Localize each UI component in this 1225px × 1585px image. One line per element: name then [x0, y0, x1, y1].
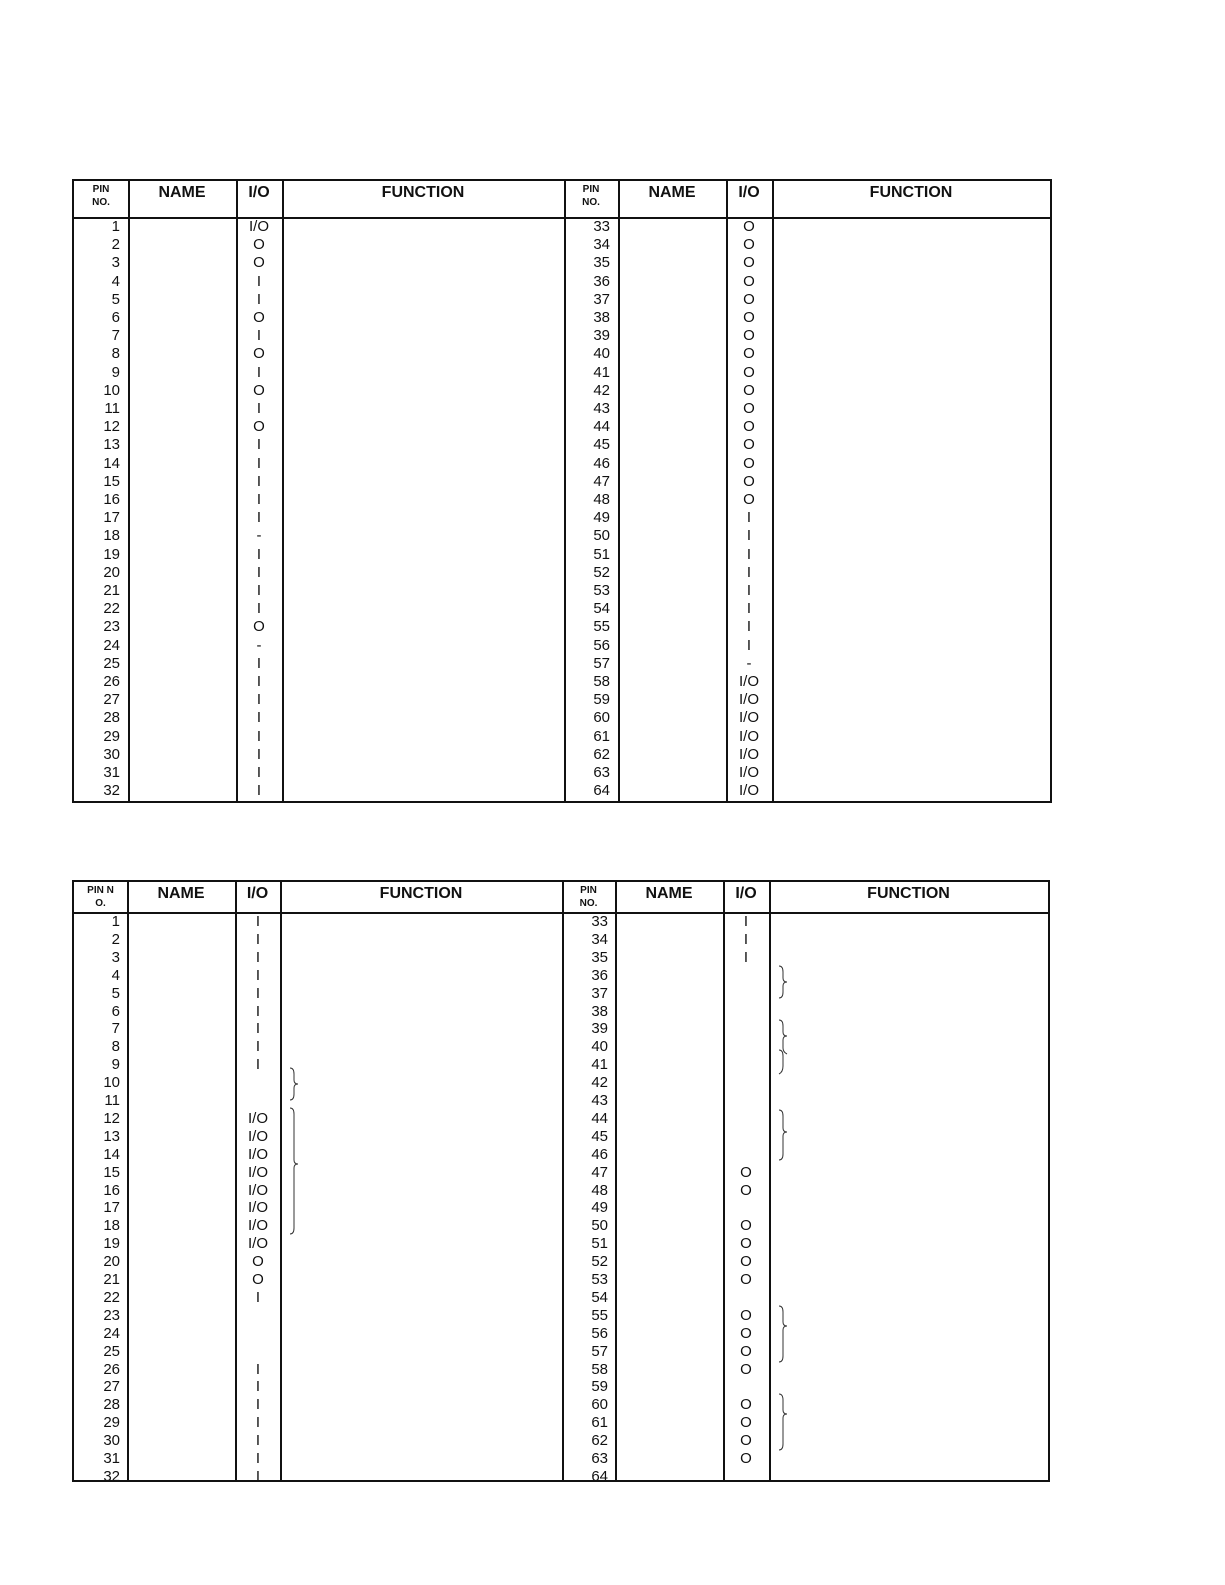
io-direction: I — [256, 491, 262, 508]
pin-number: 53 — [593, 582, 610, 599]
io-direction: I — [255, 1038, 261, 1056]
header-io: I/O — [738, 184, 760, 201]
io-direction: I — [255, 1414, 261, 1432]
table-row — [74, 309, 1050, 327]
io-direction: I/O — [738, 764, 759, 781]
table-row — [74, 655, 1050, 673]
pin-number: 2 — [111, 930, 120, 948]
io-direction: I — [746, 545, 752, 563]
io-direction: I — [743, 948, 749, 966]
io-direction: I — [255, 930, 261, 948]
pin-number: 3 — [111, 254, 120, 272]
io-direction: I/O — [738, 745, 759, 763]
pin-number: 11 — [104, 1092, 120, 1109]
io-direction: I — [256, 472, 262, 490]
table-row — [74, 364, 1050, 382]
pin-number: 59 — [593, 691, 610, 709]
pin-number: 60 — [591, 1396, 608, 1414]
io-direction: O — [740, 1414, 752, 1432]
pin-number: 45 — [591, 1127, 608, 1145]
io-direction: - — [746, 654, 752, 672]
pin-number: 30 — [103, 1432, 120, 1450]
table-row — [74, 618, 1050, 636]
brace-mark — [779, 1306, 787, 1362]
pin-number: 26 — [103, 673, 120, 690]
pin-number: 50 — [593, 527, 610, 545]
table-row — [74, 400, 1050, 418]
pin-number: 28 — [103, 709, 120, 727]
io-direction: I — [256, 727, 262, 745]
pin-number: 21 — [103, 1271, 120, 1288]
pin-number: 20 — [103, 1253, 120, 1271]
pin-number: 39 — [593, 327, 610, 345]
pin-number: 41 — [591, 1056, 608, 1074]
pin-number: 53 — [591, 1271, 608, 1288]
table-row — [74, 455, 1050, 473]
pin-number: 5 — [111, 984, 120, 1002]
header-pin-no: PIN NO. — [92, 184, 110, 208]
pin-number: 47 — [593, 472, 610, 490]
table-row — [74, 637, 1050, 655]
pin-number: 14 — [103, 454, 120, 472]
pin-number: 28 — [103, 1396, 120, 1414]
pin-number: 19 — [103, 1235, 120, 1253]
io-direction: I — [255, 1396, 261, 1414]
pin-number: 45 — [593, 436, 610, 454]
io-direction: I — [256, 654, 262, 672]
io-direction: O — [743, 418, 755, 436]
pin-number: 30 — [103, 745, 120, 763]
pin-number: 59 — [591, 1378, 608, 1396]
io-direction: I — [255, 1002, 261, 1020]
io-direction: I/O — [247, 1235, 268, 1253]
pin-number: 20 — [103, 563, 120, 581]
table-row — [74, 491, 1050, 509]
pin-number: 62 — [591, 1432, 608, 1450]
pin-number: 34 — [593, 236, 610, 254]
pin-number: 55 — [591, 1306, 608, 1324]
pin-number: 57 — [591, 1342, 608, 1360]
pin-number: 46 — [593, 454, 610, 472]
io-direction: I — [256, 509, 262, 527]
pin-number: 19 — [103, 545, 120, 563]
pin-number: 38 — [593, 309, 610, 326]
pin-number: 60 — [593, 709, 610, 727]
io-direction: I — [746, 600, 752, 618]
table-row — [74, 327, 1050, 345]
brace-mark — [779, 966, 787, 998]
brace-mark — [290, 1108, 298, 1234]
io-direction: O — [740, 1163, 752, 1181]
table-row — [74, 582, 1050, 600]
pin-number: 44 — [591, 1109, 608, 1127]
pin-number: 3 — [111, 948, 120, 966]
pin-number: 61 — [593, 727, 610, 745]
pin-number: 51 — [591, 1235, 608, 1253]
pin-number: 61 — [591, 1414, 608, 1432]
io-direction: I/O — [248, 218, 269, 235]
pin-number: 12 — [103, 418, 120, 436]
io-direction: I — [256, 745, 262, 763]
header-io: I/O — [248, 184, 270, 201]
io-direction: I — [746, 582, 752, 599]
io-direction: I — [255, 1467, 261, 1485]
io-direction: - — [256, 636, 262, 654]
io-direction: O — [743, 272, 755, 290]
pin-number: 8 — [111, 345, 120, 363]
io-direction: O — [740, 1235, 752, 1253]
io-direction: I — [256, 545, 262, 563]
pin-number: 42 — [591, 1074, 608, 1092]
pin-number: 52 — [591, 1253, 608, 1271]
pin-number: 54 — [591, 1288, 608, 1306]
io-direction: I — [746, 509, 752, 527]
pin-number: 49 — [591, 1199, 608, 1217]
io-direction: O — [743, 254, 755, 272]
header-function: FUNCTION — [867, 885, 950, 902]
pin-number: 31 — [103, 764, 120, 781]
io-direction: I/O — [738, 709, 759, 727]
pin-number: 32 — [103, 782, 120, 800]
pin-number: 13 — [103, 1127, 120, 1145]
pin-number: 9 — [111, 1056, 120, 1074]
pin-number: 13 — [103, 436, 120, 454]
pin-number: 46 — [591, 1145, 608, 1163]
io-direction: O — [740, 1432, 752, 1450]
io-direction: O — [740, 1450, 752, 1467]
pin-number: 49 — [593, 509, 610, 527]
io-direction: O — [740, 1360, 752, 1378]
pin-number: 48 — [593, 491, 610, 508]
table-row — [74, 418, 1050, 436]
pin-number: 57 — [593, 654, 610, 672]
pin-number: 32 — [103, 1467, 120, 1485]
pin-number: 54 — [593, 600, 610, 618]
brace-mark — [779, 1110, 787, 1160]
io-direction: I — [256, 327, 262, 345]
pin-number: 7 — [111, 1020, 120, 1038]
pin-number: 12 — [103, 1109, 120, 1127]
pin-number: 24 — [103, 1324, 120, 1342]
io-direction: I — [256, 436, 262, 454]
header-pin-no: PIN NO. — [582, 184, 600, 208]
io-direction: O — [253, 236, 265, 254]
pin-number: 38 — [591, 1002, 608, 1020]
pin-number: 2 — [111, 236, 120, 254]
io-direction: I — [743, 913, 749, 930]
pin-number: 4 — [111, 272, 120, 290]
pin-number: 9 — [111, 363, 120, 381]
io-direction: I/O — [738, 727, 759, 745]
pin-number: 17 — [103, 1199, 120, 1217]
io-direction: I — [255, 1360, 261, 1378]
pin-table-1 — [72, 179, 1052, 803]
io-direction: I/O — [247, 1217, 268, 1235]
pin-number: 43 — [593, 400, 610, 417]
pin-number: 1 — [111, 913, 120, 930]
io-direction: I — [746, 527, 752, 545]
io-direction: O — [743, 436, 755, 454]
brace-mark — [290, 1068, 298, 1100]
table-row — [74, 764, 1050, 782]
table-row — [74, 564, 1050, 582]
pin-number: 50 — [591, 1217, 608, 1235]
io-direction: O — [740, 1271, 752, 1288]
table-row — [74, 218, 1050, 236]
grouping-braces — [74, 882, 1048, 1480]
pin-number: 35 — [593, 254, 610, 272]
pin-number: 7 — [111, 327, 120, 345]
pin-number: 16 — [103, 1181, 120, 1199]
pin-number: 14 — [103, 1145, 120, 1163]
pin-number: 42 — [593, 381, 610, 399]
io-direction: I — [256, 709, 262, 727]
pin-number: 5 — [111, 290, 120, 308]
io-direction: I — [256, 400, 262, 417]
brace-mark — [779, 1394, 787, 1450]
pin-number: 39 — [591, 1020, 608, 1038]
header-name: NAME — [648, 184, 696, 201]
io-direction: I — [255, 1450, 261, 1467]
pin-number: 58 — [593, 673, 610, 690]
pin-number: 15 — [103, 1163, 120, 1181]
header-name: NAME — [157, 885, 205, 902]
pin-number: 16 — [103, 491, 120, 508]
header-pin-no: PIN N O. — [87, 885, 114, 909]
io-direction: O — [743, 218, 755, 235]
io-direction: I — [746, 563, 752, 581]
table-row — [74, 436, 1050, 454]
io-direction: I — [255, 1020, 261, 1038]
pin-number: 15 — [103, 472, 120, 490]
io-direction: I — [746, 618, 752, 636]
header-name: NAME — [158, 184, 206, 201]
io-direction: O — [740, 1181, 752, 1199]
pin-number: 62 — [593, 745, 610, 763]
io-direction: O — [743, 236, 755, 254]
io-direction: I — [256, 673, 262, 690]
header-pin-no: PIN NO. — [579, 885, 598, 909]
pin-number: 48 — [591, 1181, 608, 1199]
pin-number: 63 — [593, 764, 610, 781]
pin-number: 43 — [591, 1092, 608, 1109]
pin-number: 29 — [103, 727, 120, 745]
io-direction: I — [255, 1432, 261, 1450]
pin-number: 47 — [591, 1163, 608, 1181]
pin-number: 11 — [104, 400, 120, 417]
pin-number: 52 — [593, 563, 610, 581]
io-direction: I/O — [247, 1199, 268, 1217]
table-row — [74, 236, 1050, 254]
pin-number: 18 — [103, 527, 120, 545]
pin-number: 6 — [111, 309, 120, 326]
io-direction: O — [253, 254, 265, 272]
table-row — [74, 509, 1050, 527]
io-direction: O — [743, 491, 755, 508]
pin-number: 26 — [103, 1360, 120, 1378]
pin-number: 25 — [103, 1342, 120, 1360]
pin-number: 55 — [593, 618, 610, 636]
io-direction: O — [740, 1217, 752, 1235]
pin-number: 22 — [103, 600, 120, 618]
io-direction: O — [743, 454, 755, 472]
header-io: I/O — [246, 885, 269, 902]
io-direction: O — [740, 1253, 752, 1271]
io-direction: I — [255, 966, 261, 984]
brace-mark — [779, 1050, 783, 1074]
table-row — [74, 691, 1050, 709]
pin-number: 10 — [103, 381, 120, 399]
io-direction: O — [740, 1306, 752, 1324]
pin-number: 23 — [103, 1306, 120, 1324]
io-direction: I/O — [738, 673, 759, 690]
pin-number: 10 — [103, 1074, 120, 1092]
io-direction: I — [255, 1378, 261, 1396]
io-direction: I — [255, 1288, 261, 1306]
io-direction: O — [253, 345, 265, 363]
io-direction: I — [256, 272, 262, 290]
pin-number: 24 — [103, 636, 120, 654]
io-direction: I — [256, 290, 262, 308]
pin-number: 31 — [103, 1450, 120, 1467]
io-direction: O — [743, 290, 755, 308]
io-direction: I — [256, 454, 262, 472]
table-row — [74, 527, 1050, 545]
io-direction: I — [256, 764, 262, 781]
pin-number: 36 — [593, 272, 610, 290]
io-direction: O — [252, 1253, 264, 1271]
io-direction: O — [740, 1342, 752, 1360]
pin-number: 37 — [593, 290, 610, 308]
pin-number: 27 — [103, 691, 120, 709]
io-direction: I — [255, 913, 261, 930]
io-direction: O — [740, 1324, 752, 1342]
pin-number: 27 — [103, 1378, 120, 1396]
table-row — [74, 345, 1050, 363]
table-row — [74, 673, 1050, 691]
table-row — [74, 709, 1050, 727]
pin-number: 56 — [591, 1324, 608, 1342]
pin-number: 64 — [591, 1467, 608, 1485]
io-direction: I — [256, 600, 262, 618]
io-direction: I — [256, 563, 262, 581]
pin-number: 35 — [591, 948, 608, 966]
pin-number: 18 — [103, 1217, 120, 1235]
table-row — [74, 291, 1050, 309]
table-row — [74, 382, 1050, 400]
pin-number: 34 — [591, 930, 608, 948]
io-direction: O — [743, 309, 755, 326]
pin-number: 36 — [591, 966, 608, 984]
io-direction: I — [255, 1056, 261, 1074]
pin-number: 51 — [593, 545, 610, 563]
io-direction: O — [253, 309, 265, 326]
table-row — [74, 546, 1050, 564]
io-direction: O — [743, 327, 755, 345]
pin-number: 4 — [111, 966, 120, 984]
io-direction: O — [743, 363, 755, 381]
pin-number: 41 — [593, 363, 610, 381]
io-direction: I — [746, 636, 752, 654]
table-row — [74, 782, 1050, 800]
io-direction: I/O — [738, 691, 759, 709]
io-direction: I/O — [247, 1181, 268, 1199]
pin-number: 40 — [591, 1038, 608, 1056]
io-direction: O — [252, 1271, 264, 1288]
pin-number: 1 — [111, 218, 120, 235]
pin-number: 33 — [593, 218, 610, 235]
pin-number: 25 — [103, 654, 120, 672]
header-name: NAME — [645, 885, 693, 902]
pin-number: 58 — [591, 1360, 608, 1378]
pin-number: 6 — [111, 1002, 120, 1020]
header-function: FUNCTION — [379, 885, 463, 902]
io-direction: O — [743, 345, 755, 363]
pin-number: 23 — [103, 618, 120, 636]
header-io: I/O — [735, 885, 757, 902]
io-direction: I/O — [738, 782, 759, 800]
io-direction: I/O — [247, 1127, 268, 1145]
pin-number: 17 — [103, 509, 120, 527]
pin-number: 56 — [593, 636, 610, 654]
io-direction: O — [253, 618, 265, 636]
header-function: FUNCTION — [869, 184, 953, 201]
pin-number: 44 — [593, 418, 610, 436]
table-row — [74, 600, 1050, 618]
io-direction: O — [253, 418, 265, 436]
table-1-header — [74, 181, 1050, 219]
table-row — [74, 473, 1050, 491]
io-direction: I/O — [247, 1145, 268, 1163]
io-direction: O — [743, 381, 755, 399]
pin-number: 22 — [103, 1288, 120, 1306]
io-direction: - — [256, 527, 262, 545]
io-direction: I/O — [247, 1109, 268, 1127]
table-row — [74, 273, 1050, 291]
pin-number: 33 — [591, 913, 608, 930]
pin-number: 63 — [591, 1450, 608, 1467]
io-direction: I — [256, 363, 262, 381]
table-row — [74, 728, 1050, 746]
io-direction: O — [743, 472, 755, 490]
io-direction: I — [256, 691, 262, 709]
table-row — [74, 746, 1050, 764]
io-direction: I — [255, 948, 261, 966]
brace-mark — [779, 1020, 787, 1054]
io-direction: I — [743, 930, 749, 948]
pin-number: 8 — [111, 1038, 120, 1056]
pin-number: 64 — [593, 782, 610, 800]
io-direction: I/O — [247, 1163, 268, 1181]
header-function: FUNCTION — [381, 184, 465, 201]
io-direction: O — [740, 1396, 752, 1414]
io-direction: O — [743, 400, 755, 417]
io-direction: I — [256, 782, 262, 800]
pin-number: 21 — [103, 582, 120, 599]
pin-table-2 — [72, 880, 1050, 1485]
table-row — [74, 254, 1050, 272]
pin-number: 40 — [593, 345, 610, 363]
pin-number: 37 — [591, 984, 608, 1002]
io-direction: I — [256, 582, 262, 599]
pin-number: 29 — [103, 1414, 120, 1432]
io-direction: I — [255, 984, 261, 1002]
io-direction: O — [253, 381, 265, 399]
